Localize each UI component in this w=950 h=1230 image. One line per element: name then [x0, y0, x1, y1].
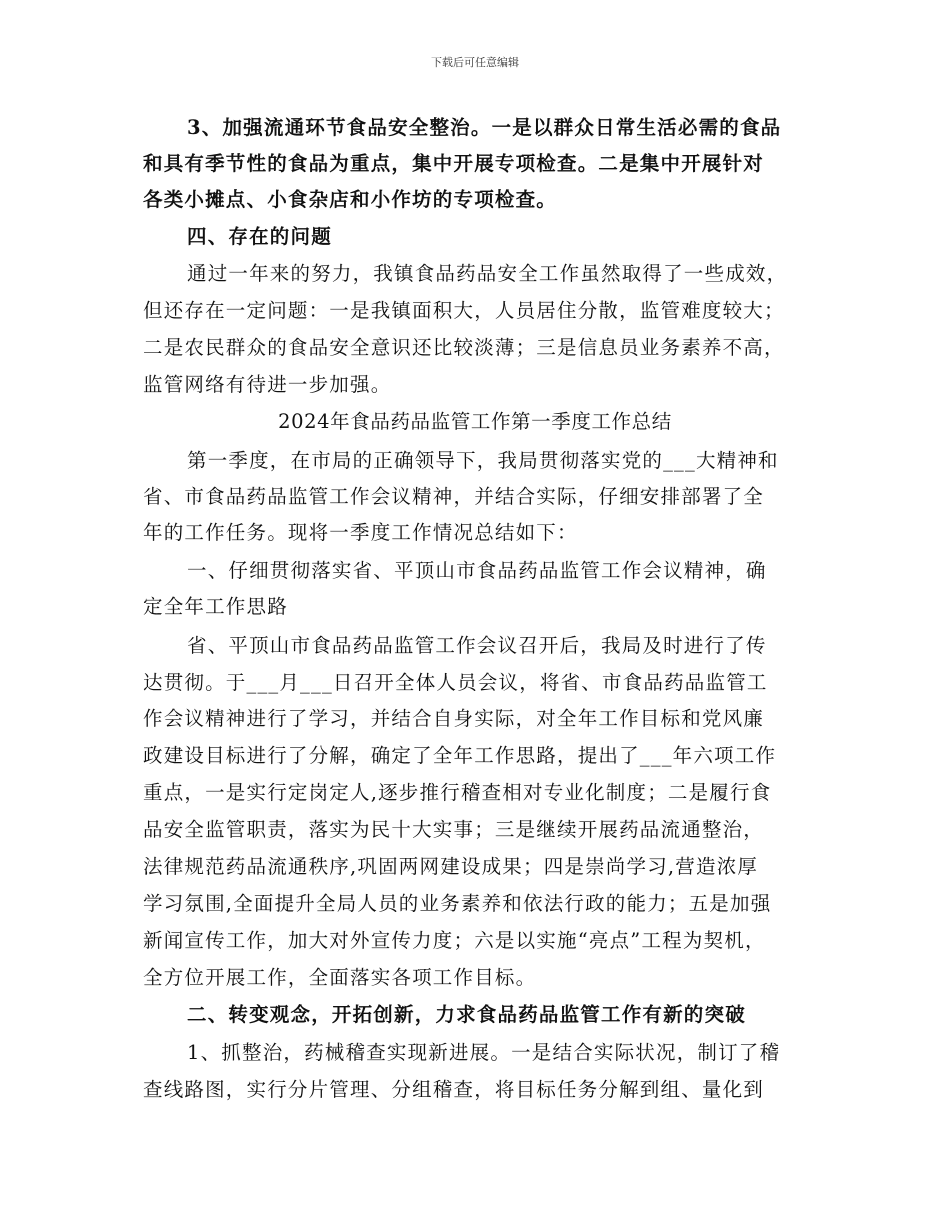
paragraph-line: 作会议精神进行了学习，并结合自身实际，对全年工作目标和党风廉 — [143, 707, 765, 730]
paragraph-line: 1、抓整治，药械稽查实现新进展。一是结合实际状况，制订了稽 — [187, 1041, 781, 1064]
paragraph-line: 和具有季节性的食品为重点，集中开展专项检查。二是集中开展针对 — [143, 152, 765, 175]
paragraph-line: 重点，一是实行定岗定人,逐步推行稽查相对专业化制度；二是履行食 — [143, 781, 772, 804]
paragraph-line: 通过一年来的努力，我镇食品药品安全工作虽然取得了一些成效， — [187, 262, 788, 285]
paragraph-line: 达贯彻。于___月___日召开全体人员会议，将省、市食品药品监管工 — [143, 671, 768, 694]
paragraph-line: 但还存在一定问题：一是我镇面积大，人员居住分散，监管难度较大； — [143, 299, 785, 322]
paragraph-line: 省、平顶山市食品药品监管工作会议召开后，我局及时进行了传 — [187, 634, 767, 657]
paragraph-line: 新闻宣传工作，加大对外宣传力度；六是以实施“亮点”工程为契机， — [143, 929, 766, 952]
paragraph-line: 查线路图，实行分片管理、分组稽查，将目标任务分解到组、量化到 — [143, 1078, 765, 1101]
page-header: 下载后可任意编辑 — [431, 56, 519, 69]
section-heading: 四、存在的问题 — [187, 225, 332, 248]
section-heading: 二、转变观念，开拓创新，力求食品药品监管工作有新的突破 — [187, 1003, 746, 1026]
paragraph-line: 年的工作任务。现将一季度工作情况总结如下： — [143, 521, 578, 544]
paragraph-line: 各类小摊点、小食杂店和小作坊的专项检查。 — [143, 188, 558, 211]
paragraph-line: 监管网络有待进一步加强。 — [143, 373, 392, 396]
paragraph-line: 3、加强流通环节食品安全整治。一是以群众日常生活必需的食品 — [187, 116, 782, 139]
paragraph-line: 法律规范药品流通秩序,巩固两网建设成果；四是崇尚学习,营造浓厚 — [143, 855, 759, 878]
document-title: 2024年食品药品监管工作第一季度工作总结 — [278, 410, 672, 433]
paragraph-line: 全方位开展工作，全面落实各项工作目标。 — [143, 966, 537, 989]
paragraph-line: 二是农民群众的食品安全意识还比较淡薄；三是信息员业务素养不高， — [143, 336, 785, 359]
paragraph-line: 学习氛围,全面提升全局人员的业务素养和依法行政的能力；五是加强 — [143, 892, 772, 915]
paragraph-line: 政建设目标进行了分解，确定了全年工作思路，提出了___年六项工作 — [143, 744, 777, 767]
section-heading: 一、仔细贯彻落实省、平顶山市食品药品监管工作会议精神，确 — [187, 559, 767, 582]
paragraph-line: 第一季度，在市局的正确领导下，我局贯彻落实党的___大精神和 — [187, 449, 779, 472]
paragraph-line: 省、市食品药品监管工作会议精神，并结合实际，仔细安排部署了全 — [143, 485, 765, 508]
paragraph-line: 品安全监管职责，落实为民十大实事；三是继续开展药品流通整治， — [143, 818, 765, 841]
section-heading-cont: 定全年工作思路 — [143, 595, 288, 618]
